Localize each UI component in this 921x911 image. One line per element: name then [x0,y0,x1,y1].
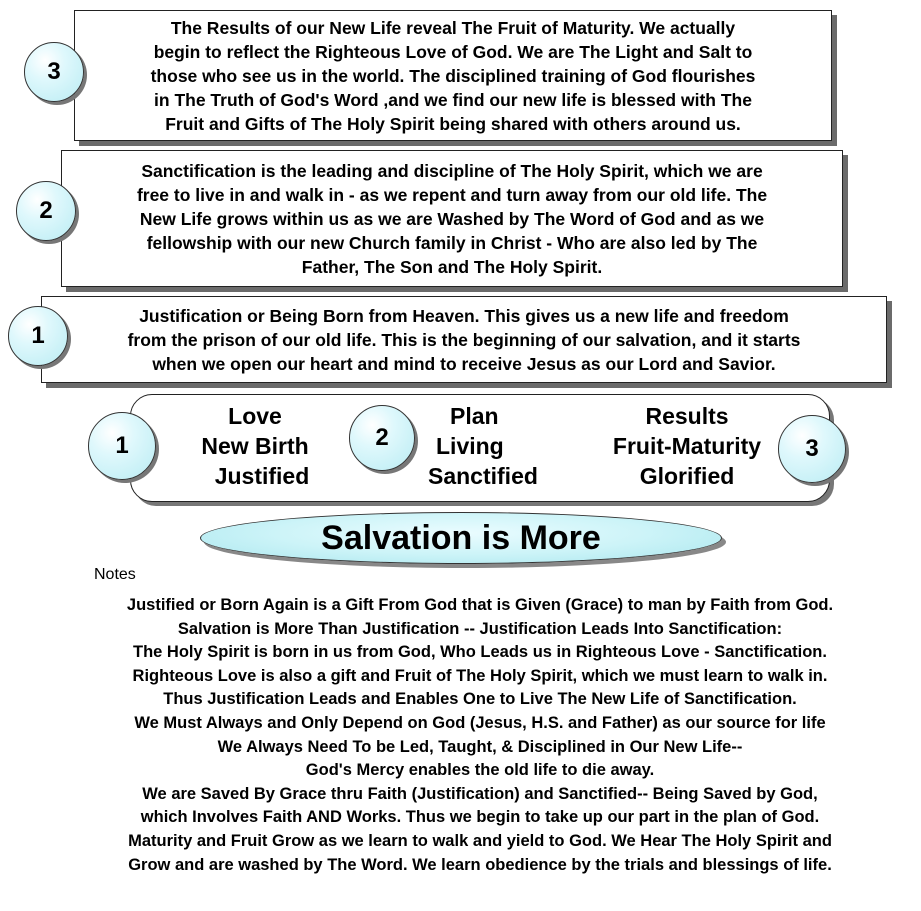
step-2-line: fellowship with our new Church family in Christ - Who are also led by The [146,232,758,253]
stage-3-word: Results [645,403,729,429]
step-2-line: free to live in and walk in - as we repent and turn away from our old life. The [136,184,768,205]
step-3-badge [24,42,84,102]
stage-3-badge [778,415,846,483]
stage-3-word: Glorified [639,463,735,489]
step-3-box [74,10,832,141]
notes-label: Notes [94,566,136,583]
stage-1-number: 1 [115,432,129,459]
note-line: Salvation is More Than Justification -- Justification Leads Into Sanctification: [177,619,783,638]
step-3-line: in The Truth of God's Word ,and we find our new life is blessed with The [154,89,752,110]
stage-1-word: Justified [214,463,310,489]
stage-2-words [420,401,560,491]
title-oval [200,512,722,564]
stage-1-badge [88,412,156,480]
step-1-number: 1 [31,322,45,349]
stage-1-word: New Birth [201,433,309,459]
stage-2-badge [349,405,415,471]
note-line: God's Mercy enables the old life to die away. [305,761,655,780]
note-line: Righteous Love is also a gift and Fruit of The Holy Spirit, which we must learn to walk in. [132,666,828,685]
stage-2-number: 2 [375,424,389,451]
stage-3-words [592,401,782,491]
stage-1-words [190,401,320,491]
step-3-text [151,16,756,136]
note-line: Grow and are washed by The Word. We learn obedience by the trials and blessings of life. [128,855,832,874]
step-3-line: The Results of our New Life reveal The Fruit of Maturity. We actually [170,17,736,38]
stage-3-word: Fruit-Maturity [612,433,762,459]
step-1-badge [8,306,68,366]
stage-2-word: Sanctified [428,463,538,489]
note-line: Thus Justification Leads and Enables One to Live The New Life of Sanctification. [163,690,797,709]
step-1-box [41,296,887,383]
step-3-line: Fruit and Gifts of The Holy Spirit being shared with others around us. [165,113,741,134]
step-3-line: those who see us in the world. The disciplined training of God flourishes [150,65,756,86]
note-line: which Involves Faith AND Works. Thus we begin to take up our part in the plan of God. [140,808,820,827]
notes-block [40,594,920,877]
step-3-number: 3 [47,58,61,85]
note-line: We Always Need To be Led, Taught, & Disciplined in Our New Life-- [217,737,743,756]
step-2-text [137,159,767,279]
step-3-line: begin to reflect the Righteous Love of God. We are The Light and Salt to [153,41,753,62]
step-1-line: from the prison of our old life. This is the beginning of our salvation, and it starts [127,329,801,350]
note-line: The Holy Spirit is born in us from God, Who Leads us in Righteous Love - Sanctification. [133,643,827,662]
step-2-number: 2 [39,197,53,224]
stage-1-word: Love [228,403,282,429]
step-1-text [128,304,801,376]
step-2-line: Sanctification is the leading and discipline of The Holy Spirit, which we are [141,160,763,181]
step-2-badge [16,181,76,241]
step-1-line: Justification or Being Born from Heaven. This gives us a new life and freedom [139,305,789,326]
step-1-line: when we open our heart and mind to receive Jesus as our Lord and Savior. [152,353,776,374]
note-line: Maturity and Fruit Grow as we learn to walk and yield to God. We Hear The Holy Spirit and [128,831,832,850]
note-line: We Must Always and Only Depend on God (Jesus, H.S. and Father) as our source for life [134,713,826,732]
note-line: Justified or Born Again is a Gift From God that is Given (Grace) to man by Faith from God. [126,596,834,614]
stage-2-word: Plan [450,403,499,429]
step-2-line: Father, The Son and The Holy Spirit. [301,256,603,277]
note-line: We are Saved By Grace thru Faith (Justification) and Sanctified-- Being Saved by God, [142,784,818,803]
step-2-box [61,150,843,287]
stage-2-word: Living [436,433,504,459]
step-2-line: New Life grows within us as we are Washed by The Word of God and as we [139,208,765,229]
stage-3-number: 3 [805,435,819,462]
page-title: Salvation is More [321,518,601,557]
